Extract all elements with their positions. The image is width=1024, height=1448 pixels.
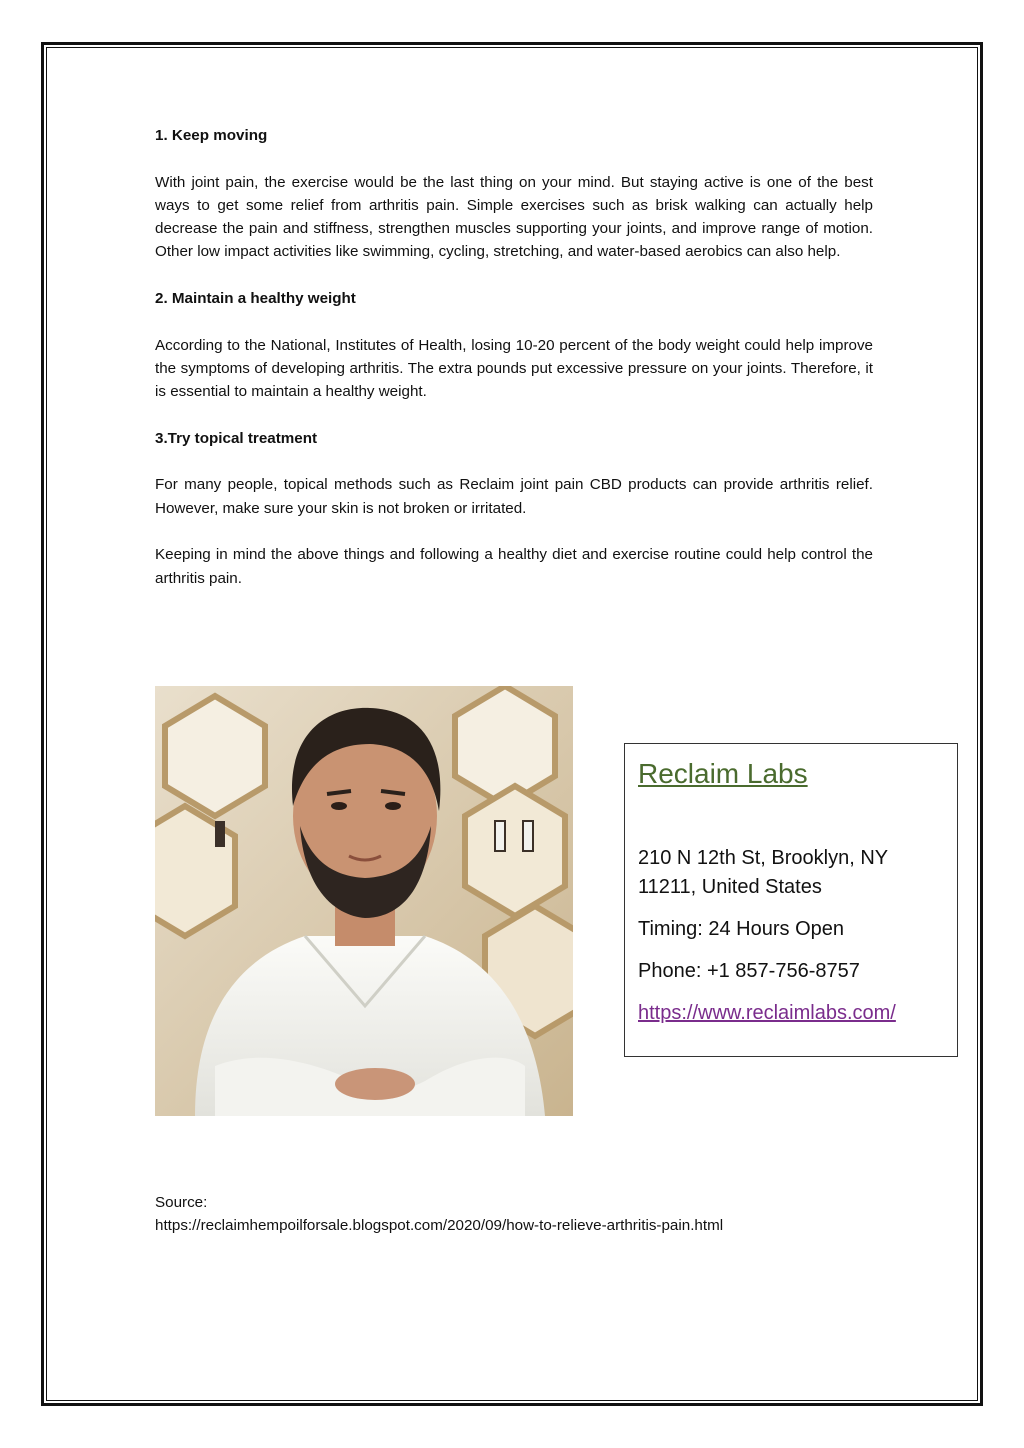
contact-card bbox=[624, 743, 958, 1057]
address-text: 210 N 12th St, Brooklyn, NY 11211, United States bbox=[638, 847, 888, 898]
website-link[interactable]: https://www.reclaimlabs.com/ bbox=[638, 1002, 896, 1024]
section-heading-healthy-weight: 2. Maintain a healthy weight bbox=[155, 290, 356, 308]
phone-text: Phone: +1 857-756-8757 bbox=[638, 960, 860, 982]
brand-name-link[interactable]: Reclaim Labs bbox=[638, 758, 808, 789]
section-body-topical-treatment: For many people, topical methods such as Reclaim joint pain CBD products can provide arthritis relief. However, make sure your skin is not broken or irritated. bbox=[155, 476, 873, 517]
closing-paragraph: Keeping in mind the above things and following a healthy diet and exercise routine could help control the arthritis pain. bbox=[155, 546, 873, 587]
article-content bbox=[155, 124, 873, 590]
source-block bbox=[155, 1191, 723, 1238]
source-url[interactable]: https://reclaimhempoilforsale.blogspot.com/2020/09/how-to-relieve-arthritis-pain.html bbox=[155, 1217, 724, 1235]
section-body-keep-moving: With joint pain, the exercise would be the last thing on your mind. But staying active is one of the best ways to get some relief from arthritis pain. Simple exercises such as brisk walking can actually help decrease the pain and stiffness, strengthen muscles supporting your joints, and improve range of motion. Other low impact activities like swimming, cycling, stretching, and water-based aerobics can also help. bbox=[155, 173, 873, 261]
section-heading-keep-moving: 1. Keep moving bbox=[155, 127, 268, 144]
timing-text: Timing: 24 Hours Open bbox=[638, 918, 845, 940]
founder-photo bbox=[155, 686, 573, 1116]
section-body-healthy-weight: According to the National, Institutes of Health, losing 10-20 percent of the body weight could help improve the symptoms of developing arthritis. The extra pounds put excessive pressure on your joints. Therefore, it is essential to maintain a healthy weight. bbox=[155, 336, 873, 401]
section-heading-topical-treatment: 3.Try topical treatment bbox=[155, 429, 318, 447]
source-label: Source: bbox=[155, 1194, 208, 1211]
